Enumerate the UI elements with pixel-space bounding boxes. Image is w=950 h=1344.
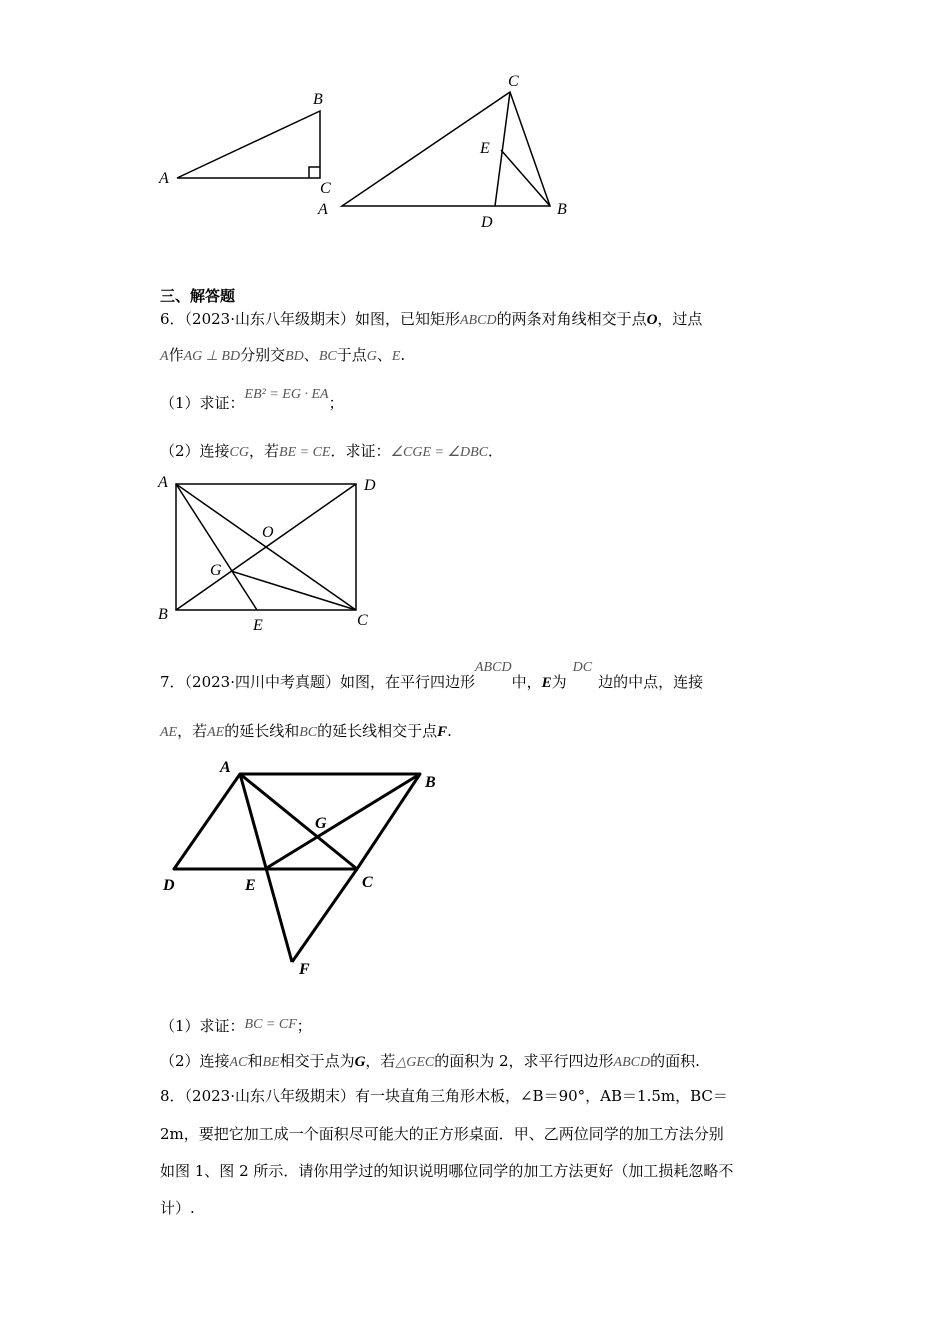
q7-p2-c: 相交于点为 bbox=[279, 1052, 355, 1070]
q7-ac: AC bbox=[229, 1055, 248, 1070]
label-e2: E bbox=[480, 140, 490, 157]
q7-be: BE bbox=[262, 1055, 280, 1070]
q7-text: . bbox=[447, 722, 452, 740]
q6-p1-end: ； bbox=[328, 394, 344, 412]
q7-point-g: G bbox=[354, 1054, 366, 1070]
fig6-label-b: B bbox=[158, 606, 168, 623]
q6-text: 作 bbox=[168, 346, 184, 364]
q7-part1 bbox=[160, 1016, 312, 1038]
q6-part1 bbox=[160, 387, 344, 415]
fig7-label-e: E bbox=[245, 877, 256, 894]
q7-text: ，若 bbox=[177, 722, 208, 740]
q6-part2 bbox=[160, 441, 503, 463]
q6-sep2: 、 bbox=[376, 346, 392, 364]
q7-text: 7．（2023·四川中考真题）如图，在平行四边形 bbox=[160, 673, 475, 691]
q6-rect-label: ABCD bbox=[460, 313, 497, 328]
fig7-label-b: B bbox=[425, 774, 436, 791]
right-triangle-figure bbox=[177, 111, 320, 178]
q6-point-o: O bbox=[646, 312, 658, 328]
q6-cond: BE = CE bbox=[279, 445, 331, 460]
label-b2: B bbox=[557, 201, 567, 218]
top-figures bbox=[0, 0, 950, 240]
q6-point-a: A bbox=[160, 349, 169, 364]
fig6-label-a: A bbox=[158, 474, 168, 491]
q8-line4: 计）. bbox=[160, 1199, 195, 1217]
q6-point-e: E bbox=[391, 349, 401, 364]
fig6-label-g: G bbox=[210, 562, 222, 579]
fig6-label-c: C bbox=[357, 612, 368, 629]
fig6-label-o: O bbox=[262, 524, 274, 541]
fig7-label-c: C bbox=[362, 874, 373, 891]
section-title: 三、解答题 bbox=[160, 287, 236, 305]
q6-perp-expr: AG ⊥ BD bbox=[183, 349, 241, 364]
q7-p1-expr: BC = CF bbox=[244, 1017, 297, 1032]
q6-p2-c: ．求证： bbox=[330, 442, 391, 460]
fig6-label-d: D bbox=[364, 477, 376, 494]
q7-dc: DC bbox=[572, 660, 593, 675]
q7-text: 边的中点，连接 bbox=[598, 673, 704, 691]
q7-abcd: ABCD bbox=[475, 660, 512, 675]
q6-point-g: G bbox=[366, 349, 377, 364]
q6-p2-end: ． bbox=[488, 442, 504, 460]
q6-bc: BC bbox=[318, 349, 337, 364]
q6-bd: BD bbox=[285, 349, 304, 364]
q7-point-e: E bbox=[541, 675, 552, 691]
q7-p2-e: 的面积为 2，求平行四边形 bbox=[434, 1052, 614, 1070]
q7-tri: △GEC bbox=[395, 1055, 435, 1070]
label-c: C bbox=[320, 180, 331, 197]
q7-abcd2: ABCD bbox=[613, 1055, 651, 1070]
q7-p1-end: ； bbox=[296, 1017, 312, 1035]
q6-line1 bbox=[160, 309, 702, 331]
q6-sep: 、 bbox=[303, 346, 319, 364]
fig6-label-e: E bbox=[253, 617, 263, 634]
q6-p2-a: （2）连接 bbox=[160, 442, 230, 460]
label-c2: C bbox=[508, 73, 519, 90]
q6-text: 分别交 bbox=[240, 346, 286, 364]
q7-line1 bbox=[160, 660, 704, 694]
q7-text: 中， bbox=[511, 673, 542, 691]
rectangle-figure bbox=[176, 484, 356, 610]
q7-point-f: F bbox=[437, 724, 448, 740]
q6-cg: CG bbox=[229, 445, 249, 460]
fig7-label-g: G bbox=[315, 815, 327, 832]
fig7-label-d: D bbox=[163, 877, 175, 894]
parallelogram-figure bbox=[174, 774, 420, 962]
q7-p2-d: ，若 bbox=[365, 1052, 396, 1070]
q7-p2-f: 的面积. bbox=[650, 1052, 700, 1070]
q7-ae2: AE bbox=[207, 725, 225, 740]
label-b: B bbox=[313, 91, 323, 108]
q8-line2: 2m，要把它加工成一个面积尽可能大的正方形桌面．甲、乙两位同学的加工方法分别 bbox=[160, 1125, 724, 1143]
q7-bc: BC bbox=[299, 725, 318, 740]
q6-text: 的两条对角线相交于点 bbox=[496, 310, 647, 328]
q7-text: 的延长线相交于点 bbox=[317, 722, 438, 740]
q6-text: 于点 bbox=[336, 346, 367, 364]
q7-part2 bbox=[160, 1051, 700, 1073]
q6-p1-expr: EB² = EG · EA bbox=[244, 387, 329, 402]
q7-p2-a: （2）连接 bbox=[160, 1052, 230, 1070]
q8-line1: 8．（2023·山东八年级期末）有一块直角三角形木板，∠B＝90°，AB＝1.5m，BC＝ bbox=[160, 1087, 728, 1105]
q7-p2-b: 和 bbox=[247, 1052, 263, 1070]
q6-end: . bbox=[400, 346, 406, 364]
q7-figure bbox=[0, 755, 950, 985]
q6-goal: ∠CGE = ∠DBC bbox=[390, 445, 489, 460]
q8-line3: 如图 1、图 2 所示．请你用学过的知识说明哪位同学的加工方法更好（加工损耗忽略不 bbox=[160, 1162, 734, 1180]
fig7-label-a: A bbox=[220, 759, 231, 776]
q6-p2-b: ，若 bbox=[249, 442, 280, 460]
q6-figure bbox=[0, 470, 950, 640]
label-a: A bbox=[159, 170, 169, 187]
q7-line2 bbox=[160, 721, 452, 743]
fig7-label-f: F bbox=[299, 961, 310, 978]
triangle-abc-figure bbox=[342, 92, 550, 206]
q6-p1-label: （1）求证： bbox=[160, 394, 245, 412]
q6-line2 bbox=[160, 345, 405, 367]
label-d2: D bbox=[481, 214, 493, 231]
q6-text: ，过点 bbox=[657, 310, 703, 328]
q7-text: 的延长线和 bbox=[224, 722, 300, 740]
q7-text: 为 bbox=[551, 673, 567, 691]
q6-text: 6．（2023·山东八年级期末）如图，已知矩形 bbox=[160, 310, 460, 328]
q7-ae1: AE bbox=[160, 725, 178, 740]
q7-p1-label: （1）求证： bbox=[160, 1017, 245, 1035]
label-a2: A bbox=[318, 201, 328, 218]
